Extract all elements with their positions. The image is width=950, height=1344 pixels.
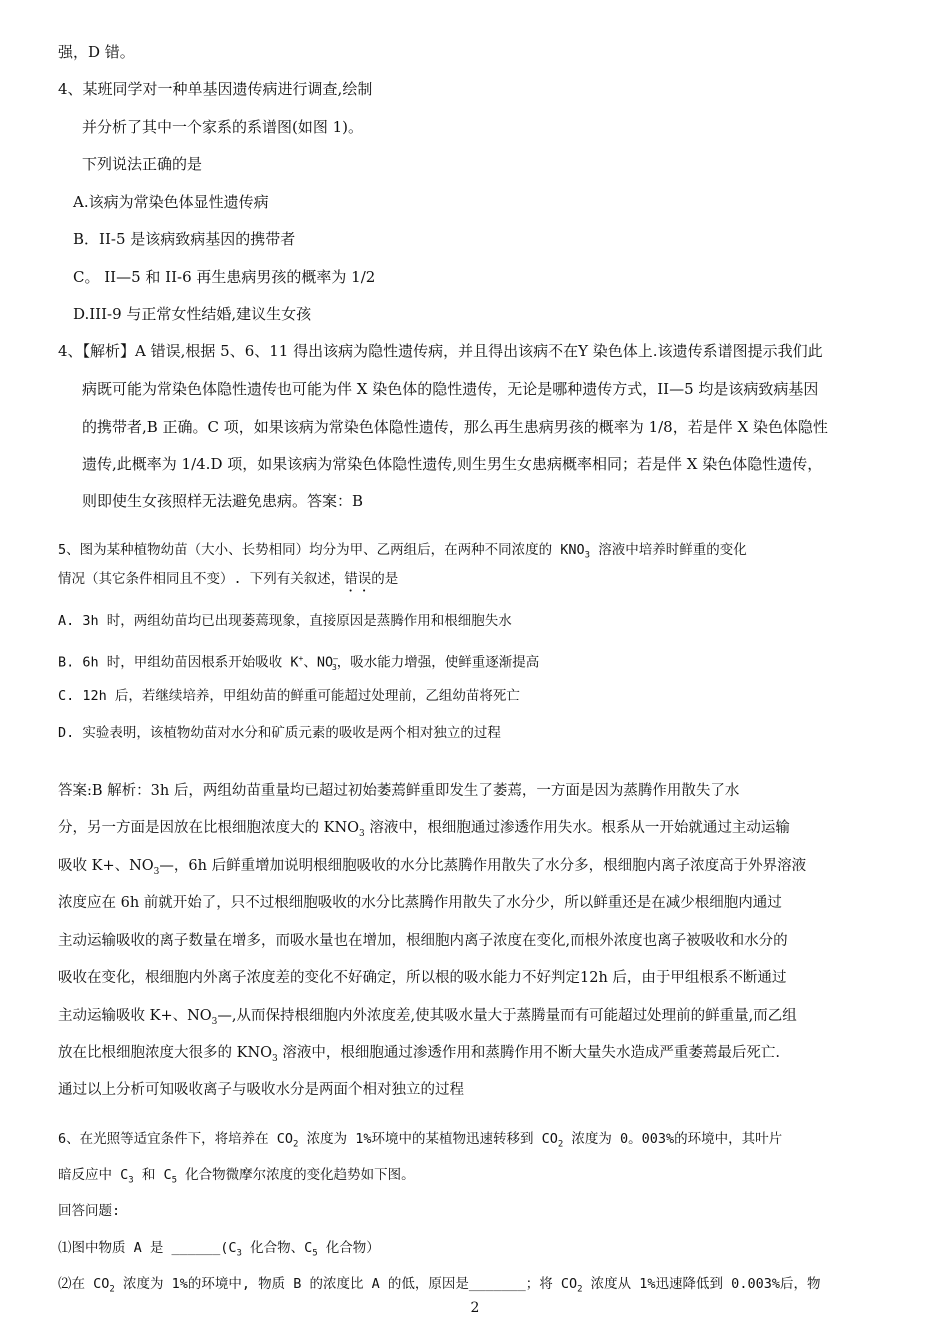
text-line: B．II-5 是该病致病基因的携带者 [73, 230, 296, 248]
option-d: D. 实验表明，该植物幼苗对水分和矿质元素的吸收是两个相对独立的过程 [58, 725, 501, 741]
text-line: 强，D 错。 [58, 43, 135, 61]
answer-line: 分，另一方面是因放在比根细胞浓度大的 $KNO_3$ 溶液中，根细胞通过渗透作用失水。根系从一开始就通过主动运输 [58, 820, 790, 839]
question-6-line-2: 暗反应中 $C_3$ 和 $C_5$ 化合物微摩尔浓度的变化趋势如下图。 [58, 1167, 415, 1186]
answer-line: 吸收在变化，根细胞内外离子浓度差的变化不好确定，所以根的吸水能力不好判定12h 后，由于甲组根系不断通过 [58, 970, 787, 986]
text-line: 4、【解析】A 错误,根据 5、6、11 得出该病为隐性遗传病，并且得出该病不在Y 染色体上.该遗传系谱图提示我们此 [58, 342, 823, 360]
text-line: D.III-9 与正常女性结婚,建议生女孩 [73, 305, 312, 323]
answer-line: 吸收 K+、$NO_3—$，6h 后鲜重增加说明根细胞吸收的水分比蒸腾作用散失了水分多，根细胞内离子浓度高于外界溶液 [58, 858, 807, 877]
answer-line: 放在比根细胞浓度大很多的 $KNO_3$ 溶液中，根细胞通过渗透作用和蒸腾作用不断大量失水造成严重萎蔫最后死亡. [58, 1045, 780, 1064]
text-line: 4、某班同学对一种单基因遗传病进行调查,绘制 [58, 80, 373, 98]
answer-line: 主动运输吸收 K+、$NO_3—$,从而保持根细胞内外浓度差,使其吸水量大于蒸腾量而有可能超过处理前的鲜重量,而乙组 [58, 1008, 797, 1027]
text-line: 的携带者,B 正确。C 项，如果该病为常染色体隐性遗传，那么再生患病男孩的概率为 1/8，若是伴 X 染色体隐性 [82, 418, 828, 436]
question-5-stem-line-1: 5、图为某种植物幼苗（大小、长势相同）均分为甲、乙两组后，在两种不同浓度的 $KNO_3$ 溶液中培养时鲜重的变化 [58, 542, 747, 561]
question-5-stem-line-2: 情况（其它条件相同且不变）. 下列有关叙述，错误的是 [58, 571, 399, 587]
answer-line: 浓度应在 6h 前就开始了，只不过根细胞吸收的水分比蒸腾作用散失了水分少，所以鲜重还是在减少根细胞内通过 [58, 895, 782, 911]
question-6-line-1: 6、在光照等适宜条件下，将培养在 $CO_2$ 浓度为 1%环境中的某植物迅速转移到 $CO_2$ 浓度为 0。003%的环境中，其叶片 [58, 1131, 783, 1150]
answer-line: 答案:B 解析：3h 后，两组幼苗重量均已超过初始萎蔫鲜重即发生了萎蔫，一方面是因为蒸腾作用散失了水 [58, 783, 740, 799]
text-line: C。 II—5 和 II-6 再生患病男孩的概率为 1/2 [73, 268, 376, 286]
text-line: A.该病为常染色体显性遗传病 [73, 193, 269, 211]
question-6-part-2: ⑵在 $CO_2$ 浓度为 1%的环境中, 物质 B 的浓度比 A 的低，原因是_______；将 $CO_2$ 浓度从 1%迅速降低到 0.003%后，物 [58, 1276, 821, 1295]
question-6-part-1: ⑴图中物质 A 是 $\_\_\_\_\_\_(C_3$ 化合物、$C_5$ 化合物） [58, 1240, 380, 1259]
question-6-line-3: 回答问题: [58, 1203, 121, 1219]
text-line: 遗传,此概率为 1/4.D 项，如果该病为常染色体隐性遗传,则生男生女患病概率相同；若是伴 X 染色体隐性遗传， [82, 455, 823, 473]
emphasis-wrong: 错误 [344, 571, 372, 587]
text-line: 则即使生女孩照样无法避免患病。答案：B [82, 492, 364, 510]
option-c: C. 12h 后，若继续培养，甲组幼苗的鲜重可能超过处理前，乙组幼苗将死亡 [58, 688, 520, 704]
text-line: 病既可能为常染色体隐性遗传也可能为伴 X 染色体的隐性遗传，无论是哪种遗传方式，II—5 均是该病致病基因 [82, 380, 819, 398]
text-line: 并分析了其中一个家系的系谱图(如图 1)。 [82, 118, 364, 136]
text-line: 下列说法正确的是 [82, 155, 203, 173]
answer-line: 主动运输吸收的离子数量在增多，而吸水量也在增加，根细胞内离子浓度在变化,而根外浓度也离子被吸收和水分的 [58, 933, 788, 949]
option-a: A. 3h 时，两组幼苗均已出现萎蔫现象，直接原因是蒸腾作用和根细胞失水 [58, 613, 512, 629]
answer-line: 通过以上分析可知吸收离子与吸收水分是两面个相对独立的过程 [58, 1082, 464, 1098]
option-b: B. 6h 时，甲组幼苗因根系开始吸收 K+、$NO^—_3$，吸水能力增强，使鲜重逐渐提高 [58, 654, 540, 673]
page-number: 2 [470, 1300, 480, 1316]
